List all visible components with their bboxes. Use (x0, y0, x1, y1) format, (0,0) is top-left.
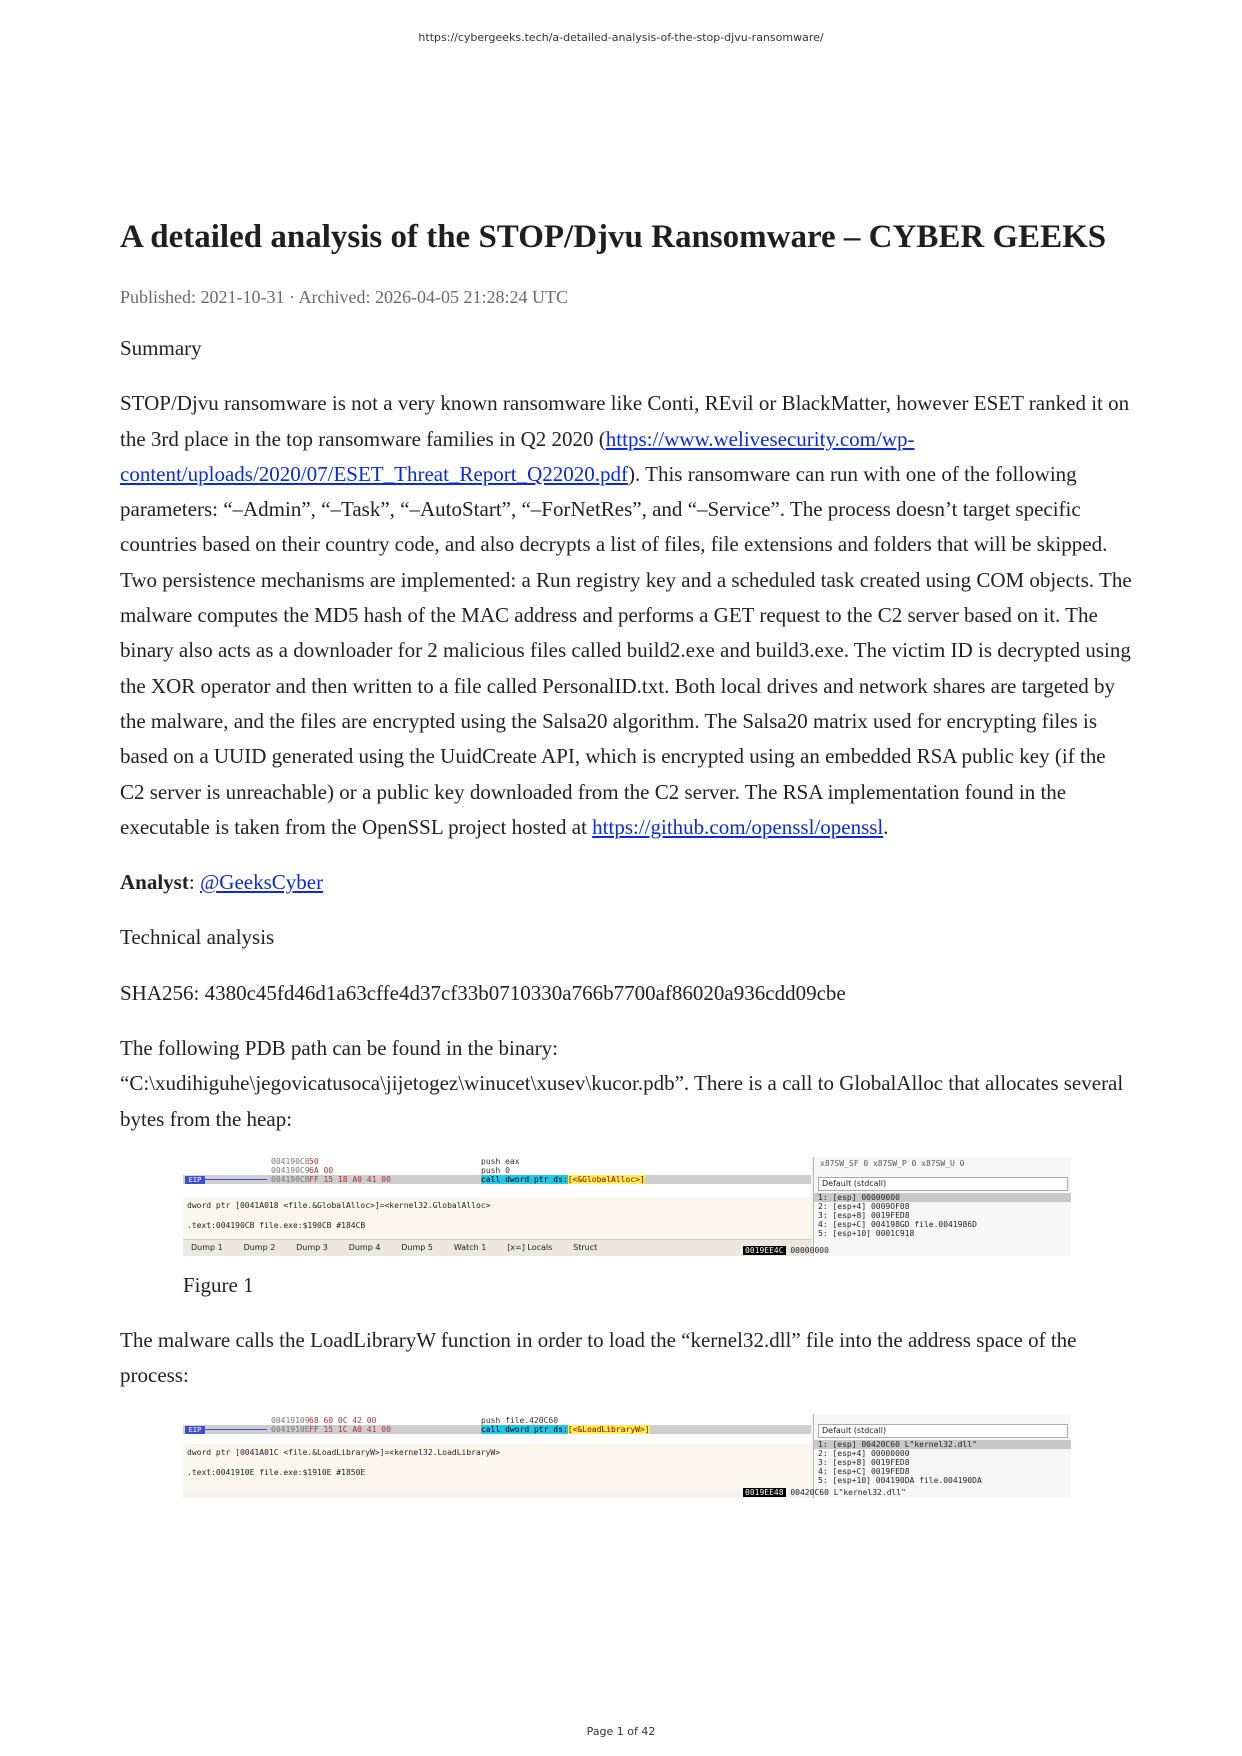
call-instr: call dword ptr ds: (481, 1174, 568, 1184)
disassembly-pane (183, 1414, 811, 1444)
eip-marker: EIP (185, 1426, 205, 1434)
eip-marker: EIP (185, 1176, 205, 1184)
stack-arg: 3: [esp+8] 0019FED8 (818, 1210, 910, 1220)
disasm-bytes: 6A 00 (309, 1165, 334, 1175)
figure-2 (183, 1414, 1071, 1498)
info-line-2: .text:0041910E file.exe:$1910E #1850E (187, 1467, 366, 1477)
stack-value: 00420C60 L"kernel32.dll" (790, 1487, 906, 1497)
disasm-instr: push file.420C60 (481, 1415, 559, 1425)
technical-heading: Technical analysis (120, 925, 275, 950)
stack-arg: 2: [esp+4] 0009OF08 (818, 1201, 910, 1211)
info-line-1: dword ptr [0041A01C <file.&LoadLibraryW>]=<kernel32.LoadLibraryW> (187, 1447, 501, 1457)
disasm-instr: push 0 (481, 1165, 510, 1175)
info-pane (183, 1444, 811, 1490)
callconv-select[interactable]: Default (stdcall) (818, 1424, 1068, 1438)
eip-arrow (205, 1429, 267, 1430)
info-line-1: dword ptr [0041A018 <file.&GlobalAlloc>]=<kernel32.GlobalAlloc> (187, 1200, 491, 1210)
disasm-addr: 004190CB (271, 1174, 310, 1184)
dump-tabs (183, 1239, 811, 1256)
debugger-screenshot-1 (183, 1157, 1071, 1256)
fpu-flags-cropped (814, 1414, 1071, 1422)
disasm-line-current (183, 1425, 811, 1434)
stack-arg: 4: [esp+C] 004198GD file.0041986D (818, 1219, 977, 1229)
stack-value: 00000000 (790, 1245, 829, 1255)
fpu-flags: x87SW_SF 0 x87SW_P 0 x87SW_U 0 (820, 1158, 965, 1168)
call-instr: call dword ptr ds: (481, 1424, 568, 1434)
disasm-line (183, 1416, 811, 1425)
stack-arg: 2: [esp+4] 00000000 (818, 1448, 910, 1458)
disasm-line (183, 1166, 811, 1175)
eip-arrow (205, 1179, 267, 1180)
stack-addr: 0019EE4C (745, 1245, 784, 1255)
stack-args (814, 1193, 1071, 1238)
stack-arg: 3: [esp+8] 0019FED8 (818, 1457, 910, 1467)
stack-args (814, 1440, 1071, 1485)
figure-1 (183, 1157, 1071, 1256)
disasm-instr: push eax (481, 1156, 520, 1166)
disasm-addr: 004190C8 (271, 1156, 310, 1166)
analyst-label: Analyst (120, 870, 189, 895)
publish-meta: Published: 2021-10-31 · Archived: 2026-04-05 21:28:24 UTC (120, 287, 568, 307)
stack-arg: 5: [esp+10] 004190DA file.004190DA (818, 1475, 982, 1485)
callconv-select[interactable]: Default (stdcall) (818, 1177, 1068, 1191)
disasm-addr: 00419109 (271, 1415, 310, 1425)
page-number: Page 1 of 42 (586, 1725, 656, 1738)
disasm-bytes: 68 60 0C 42 00 (309, 1415, 377, 1425)
tab-locals[interactable]: [x=] Locals (507, 1242, 553, 1252)
disasm-addr: 0041910E (271, 1424, 310, 1434)
tab-dump-2[interactable]: Dump 2 (243, 1242, 276, 1252)
stack-pane (813, 1157, 1071, 1256)
pdb-paragraph: The following PDB path can be found in the binary: “C:\xudihiguhe\jegovicatusoca\jijetogez\winucet\xusev\kucor.pdb”. There is a call to GlobalAlloc that allocates several bytes from the heap: (120, 1036, 1124, 1131)
analyst-sep: : (188, 870, 200, 895)
call-symbol: [<&LoadLibraryW>] (567, 1424, 650, 1434)
analyst-line (120, 865, 1132, 900)
figure-1-caption: Figure 1 (183, 1272, 254, 1297)
summary-text-2: ). This ransomware can run with one of the following parameters: “–Admin”, “–Task”, “–AutoStart”, “–ForNetRes”, and “–Service”. The process doesn’t target specific countries based on their country code, and also decrypts a list of files, file extensions and folders that will be skipped. Two persistence mechanisms are implemented: a Run registry key and a scheduled task created using COM objects. The malware computes the MD5 hash of the MAC address and performs a GET request to the C2 server based on it. The binary also acts as a downloader for 2 malicious files called build2.exe and build3.exe. The victim ID is decrypted using the XOR operator and then written to a file called PersonalID.txt. Both local drives and network shares are targeted by the malware, and the files are encrypted using the Salsa20 algorithm. The Salsa20 matrix used for encrypting files is based on a UUID generated using the UuidCreate API, which is encrypted using an embedded RSA public key (if the C2 server is unreachable) or a public key downloaded from the C2 server. The RSA implementation found in the executable is taken from the OpenSSL project hosted at (120, 461, 1132, 839)
tab-struct[interactable]: Struct (573, 1242, 598, 1252)
stack-pane (813, 1414, 1071, 1498)
tab-dump-3[interactable]: Dump 3 (296, 1242, 328, 1252)
summary-paragraph (120, 386, 1132, 845)
stack-view (743, 1488, 906, 1497)
stack-arg: 4: [esp+C] 0019FED8 (818, 1466, 910, 1476)
sha256-line: SHA256: 4380c45fd46d1a63cffe4d37cf33b0710330a766b7700af86020a936cdd09cbe (120, 980, 846, 1005)
tab-watch-1[interactable]: Watch 1 (453, 1242, 487, 1252)
tab-dump-5[interactable]: Dump 5 (401, 1242, 433, 1252)
stack-arg: 1: [esp] 00420C60 L"kernel32.dll" (814, 1440, 1071, 1449)
disasm-bytes: 50 (309, 1156, 319, 1166)
tab-dump-1[interactable]: Dump 1 (191, 1242, 223, 1252)
disasm-instr (481, 1425, 650, 1434)
analyst-link[interactable]: @GeeksCyber (199, 870, 324, 895)
debugger-screenshot-2 (183, 1414, 1071, 1498)
stack-addr: 0019EE48 (745, 1487, 784, 1497)
disasm-instr (481, 1175, 645, 1184)
info-line-2: .text:004190CB file.exe:$190CB #184CB (187, 1220, 366, 1230)
call-symbol: [<&GlobalAlloc>] (567, 1174, 645, 1184)
summary-text-1: STOP/Djvu ransomware is not a very known ransomware like Conti, REvil or BlackMatter, however ESET ranked it on the 3rd place in the top ransomware families in Q2 2020 ( (120, 391, 1130, 451)
tab-dump-4[interactable]: Dump 4 (348, 1242, 381, 1252)
openssl-link[interactable]: https://github.com/openssl/openssl (592, 814, 884, 839)
disasm-line-current (183, 1175, 811, 1184)
page-title: A detailed analysis of the STOP/Djvu Ransomware – CYBER GEEKS (120, 219, 1107, 255)
stack-arg: 5: [esp+10] 0001C918 (818, 1228, 915, 1238)
loadlibrary-paragraph: The malware calls the LoadLibraryW function in order to load the “kernel32.dll” file into the address space of the process: (120, 1327, 1077, 1388)
eset-report-link[interactable]: https://www.welivesecurity.com/wp-content/uploads/2020/07/ESET_Threat_Report_Q22020.pdf (120, 426, 915, 486)
header-url: https://cybergeeks.tech/a-detailed-analysis-of-the-stop-djvu-ransomware/ (418, 31, 824, 44)
disasm-bytes: FF 15 18 A0 41 00 (309, 1174, 391, 1184)
disassembly-pane (183, 1157, 811, 1197)
disasm-line (183, 1157, 811, 1166)
disasm-bytes: FF 15 1C A0 41 00 (309, 1424, 391, 1434)
summary-heading: Summary (120, 336, 202, 360)
stack-arg: 1: [esp] 00000000 (814, 1193, 1071, 1202)
summary-text-3: . (883, 814, 889, 839)
info-pane (183, 1197, 811, 1243)
stack-view (743, 1246, 829, 1255)
article (120, 209, 1132, 1498)
disasm-addr: 004190C9 (271, 1165, 310, 1175)
